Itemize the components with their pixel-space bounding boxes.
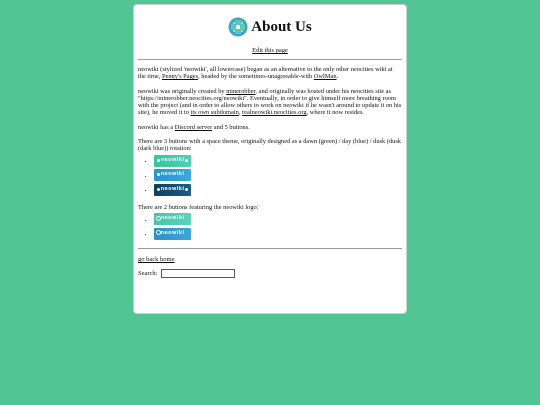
- divider-top: [138, 59, 402, 60]
- list-item: [154, 184, 402, 199]
- subdomain-link[interactable]: its own subdomain: [190, 109, 239, 117]
- search-label: Search:: [138, 270, 158, 278]
- list-item: [154, 228, 402, 243]
- history-text-2: , and originally was hosted under his neocities site as "https://minerobber.neocities.org/neowiki". Eventually, in order to give himself more breathing room with the project (and in order to allow others to work on neowiki if he wasn't around to update it on his site), he moved it to: [138, 87, 402, 117]
- logo-button-blue-image[interactable]: • neowiki: [154, 228, 191, 240]
- list-item: [154, 213, 402, 228]
- search-row: [138, 269, 402, 278]
- neowiki-logo-icon: [228, 17, 248, 37]
- divider-bottom: [138, 248, 402, 249]
- intro-text-3: .: [336, 73, 339, 81]
- list-item: [154, 169, 402, 184]
- history-text-3: ,: [238, 109, 243, 117]
- edit-page-link[interactable]: Edit this page: [252, 47, 288, 54]
- pennys-pages-link[interactable]: Penny's Pages: [161, 73, 199, 81]
- edit-row: [138, 47, 402, 54]
- discord-text-1: neowiki has a: [138, 123, 175, 131]
- dawn-button-image[interactable]: • neowiki: [154, 155, 191, 167]
- list-item: [154, 155, 402, 170]
- discord-link[interactable]: Discord server: [174, 123, 213, 131]
- intro-text-1: neowiki (stylized 'neowiki', all lowercase) began as an alternative to the only other neocities wiki at the time,: [138, 66, 393, 81]
- day-button-image[interactable]: • neowiki: [154, 169, 191, 181]
- dusk-button-image[interactable]: • neowiki: [154, 184, 191, 196]
- discord-text-2: and 5 buttons.: [212, 123, 250, 131]
- intro-paragraph: [138, 66, 402, 81]
- minerobber-link[interactable]: minerobber: [226, 87, 256, 95]
- content-card: [133, 4, 407, 314]
- go-back-home-link[interactable]: go back home: [138, 256, 175, 264]
- logo-buttons-list: [148, 213, 402, 242]
- back-row: [138, 256, 402, 263]
- history-paragraph: [138, 88, 402, 117]
- search-input[interactable]: [161, 269, 235, 278]
- intro-text-2: , headed by the sometimes-unagreeable-with: [198, 73, 314, 81]
- header: [138, 16, 402, 38]
- history-text-1: neowiki was originally created by: [138, 87, 227, 95]
- discord-paragraph: [138, 124, 402, 131]
- theme-buttons-text: There are 3 buttons with a space theme, originally designed as a dawn (green) / day (blue) / dusk (dusk (dark blue)) rotation:: [138, 138, 401, 153]
- owlman-link[interactable]: OwlMan: [313, 73, 337, 81]
- page-title: About Us: [251, 18, 312, 35]
- realneowiki-link[interactable]: realneowiki.neocities.org: [242, 109, 307, 117]
- theme-buttons-list: [148, 155, 402, 199]
- history-text-4: , where it now resides.: [306, 109, 365, 117]
- logo-button-green-image[interactable]: • neowiki: [154, 213, 191, 225]
- logo-buttons-text: There are 2 buttons featuring the neowiki logo:: [138, 204, 259, 212]
